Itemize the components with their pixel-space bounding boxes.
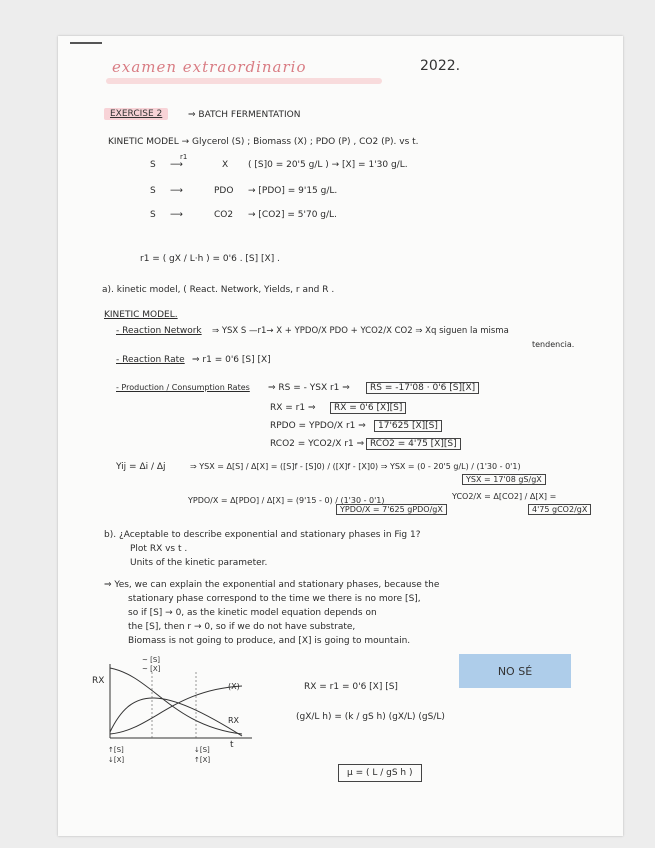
reaction-2-extra: → [PDO] = 9'15 g/L. [248, 186, 338, 196]
answer-line-1: ⇒ Yes, we can explain the exponential and stationary phases, because the [104, 580, 440, 590]
reaction-1-right: X [222, 160, 229, 170]
kinetic-model-line: KINETIC MODEL → Glycerol (S) ; Biomass (X) ; PDO (P) , CO2 (P). vs t. [108, 137, 419, 147]
top-rule [70, 42, 102, 44]
title-highlight [106, 78, 382, 84]
ypdo-box: YPDO/X = 7'625 gPDO/gX [336, 504, 447, 515]
rate-equation: r1 = ( gX / L·h ) = 0'6 . [S] [X] . [140, 254, 280, 264]
page-year: 2022. [420, 58, 461, 74]
ypdo-definition: YPDO/X = Δ[PDO] / Δ[X] = (9'15 - 0) / (1'30 - 0'1) [188, 496, 385, 505]
reaction-1-arrow: ⟶ [170, 160, 183, 170]
units-equation: RX = r1 = 0'6 [X] [S] [304, 682, 398, 692]
reaction-network-label: - Reaction Network [116, 326, 202, 336]
reaction-3-right: CO2 [214, 210, 234, 220]
kinetic-model-title: KINETIC MODEL. [104, 310, 178, 320]
yco2-definition: YCO2/X = Δ[CO2] / Δ[X] = [452, 492, 557, 501]
reaction-3-arrow: ⟶ [170, 210, 183, 220]
rco2-equation: RCO2 = YCO2/X r1 ⇒ [270, 439, 365, 449]
part-b-question-1: b). ¿Aceptable to describe exponential and stationary phases in Fig 1? [104, 530, 421, 540]
answer-line-4: the [S], then r → 0, so if we do not have substrate, [128, 622, 356, 632]
reaction-3-extra: → [CO2] = 5'70 g/L. [248, 210, 337, 220]
units-result-box: μ = ( L / gS h ) [338, 764, 422, 782]
exercise-label: EXERCISE 2 [104, 108, 168, 120]
reaction-2-right: PDO [214, 186, 234, 196]
graph-bottom-left-1: ↑[S] [108, 746, 124, 754]
reaction-network-note: tendencia. [532, 340, 575, 349]
graph-bottom-right-1: ↓[S] [194, 746, 210, 754]
graph-bottom-right-2: ↑[X] [194, 756, 211, 764]
graph-x-curve-label: (X) [228, 682, 240, 691]
graph-t-label: t [230, 740, 234, 750]
reaction-rate-label: - Reaction Rate [116, 355, 185, 365]
rx-equation: RX = r1 ⇒ [270, 403, 316, 413]
reaction-2-left: S [150, 186, 156, 196]
note-box: NO SÉ [459, 654, 571, 688]
graph-y-label: RX [92, 676, 105, 686]
exercise-heading: ⇒ BATCH FERMENTATION [188, 110, 301, 120]
rco2-box: RCO2 = 4'75 [X][S] [366, 438, 461, 450]
rpdo-equation: RPDO = YPDO/X r1 ⇒ [270, 421, 366, 431]
rx-box: RX = 0'6 [X][S] [330, 402, 406, 414]
part-a-question: a). kinetic model, ( React. Network, Yields, r and R . [102, 285, 335, 295]
rs-box: RS = -17'08 · 0'6 [S][X] [366, 382, 479, 394]
graph-bottom-left-2: ↓[X] [108, 756, 125, 764]
part-b-question-2: Plot RX vs t . [130, 544, 188, 554]
reaction-rate-eq: ⇒ r1 = 0'6 [S] [X] [192, 355, 271, 365]
answer-line-3: so if [S] → 0, as the kinetic model equation depends on [128, 608, 377, 618]
reaction-network-eq: ⇒ YSX S —r1→ X + YPDO/X PDO + YCO2/X CO2 ⇒ Xq siguen la misma [212, 326, 509, 336]
rs-equation: ⇒ RS = - YSX r1 ⇒ [268, 383, 350, 393]
biomass-curve [110, 686, 242, 734]
answer-line-2: stationary phase correspond to the time we there is no more [S], [128, 594, 421, 604]
yield-definition: Yij = Δi / Δj [116, 462, 166, 472]
reaction-3-left: S [150, 210, 156, 220]
rpdo-box: 17'625 [X][S] [374, 420, 442, 432]
part-b-question-3: Units of the kinetic parameter. [130, 558, 268, 568]
production-rates-label: - Production / Consumption Rates [116, 383, 250, 392]
yco2-box: 4'75 gCO2/gX [528, 504, 591, 515]
graph-x-label-top: ~ [X] [142, 665, 161, 673]
reaction-2-arrow: ⟶ [170, 186, 183, 196]
answer-line-5: Biomass is not going to produce, and [X] is going to mountain. [128, 636, 411, 646]
ysx-box: YSX = 17'08 gS/gX [462, 474, 546, 485]
reaction-1-arrow-label: r1 [180, 153, 188, 161]
reaction-1-extra: ( [S]0 = 20'5 g/L ) → [X] = 1'30 g/L. [248, 160, 408, 170]
units-substitution: (gX/L h) = (k / gS h) (gX/L) (gS/L) [296, 712, 445, 722]
ysx-definition: ⇒ YSX = Δ[S] / Δ[X] = ([S]f - [S]0) / ([X]f - [X]0) ⇒ YSX = (0 - 20'5 g/L) / (1'30 - 0'1) [190, 462, 521, 471]
graph-s-label: ~ [S] [142, 656, 160, 664]
reaction-1-left: S [150, 160, 156, 170]
graph-rx-curve-label: RX [228, 716, 240, 725]
page-title: examen extraordinario [112, 58, 307, 76]
